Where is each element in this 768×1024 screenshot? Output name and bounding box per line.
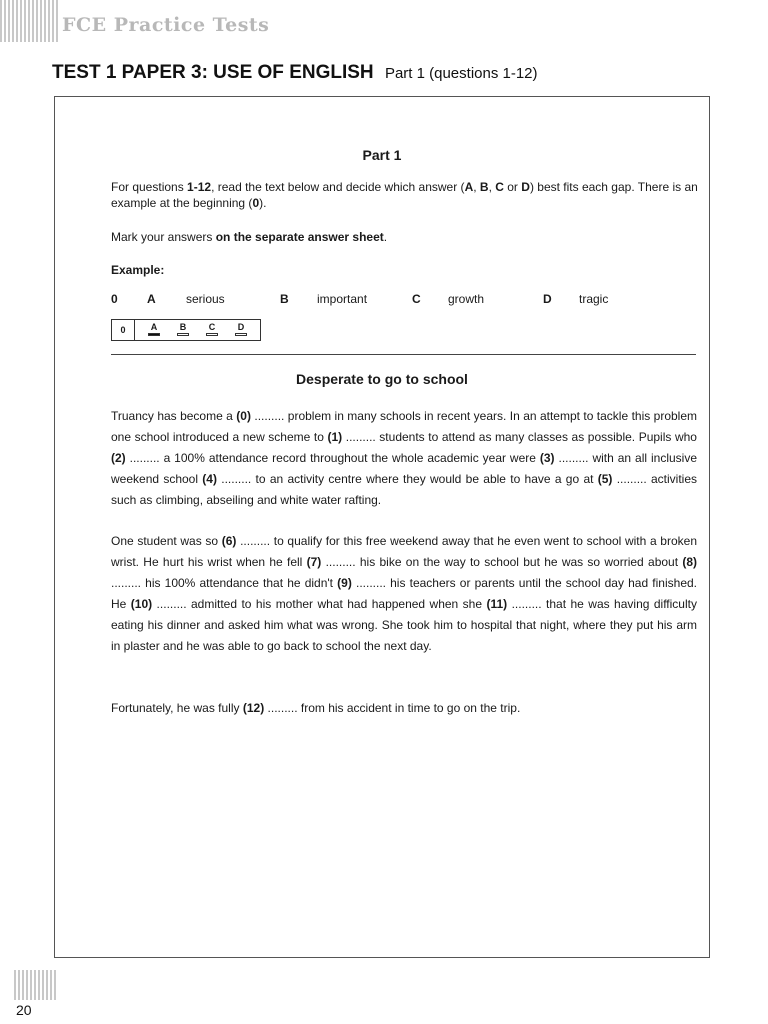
answer-column-d: D: [231, 322, 251, 336]
answer-column-c: C: [202, 322, 222, 336]
example-number: 0: [111, 292, 118, 306]
answer-mark-empty: [177, 333, 189, 336]
footer-stripes-decoration: [14, 970, 58, 1000]
answer-column-a: A: [144, 322, 164, 336]
option-word: growth: [448, 292, 485, 306]
test-heading-main: TEST 1 PAPER 3: USE OF ENGLISH: [52, 62, 374, 83]
test-heading-sub: Part 1 (questions 1-12): [384, 65, 538, 82]
page-number: 20: [16, 1002, 32, 1018]
part-title: Part 1: [362, 147, 402, 163]
answer-column-b: B: [173, 322, 193, 336]
paragraph-2: One student was so (6) ......... to qualify for this free weekend away that he even went to school with a broken wrist. He hurt his wrist when he fell (7) ......... his bike on the way to school but he was so worried about (8) ......... his 100% attendance that he didn't (9) ......... his teachers or parents until the school day had finished. He (10) ......... admitted to his mother what had happened when she (11) ......... that he was having difficulty eating his dinner and asked him what was wrong. She took him to hospital that night, where they put his arm in plaster and he was able to go back to school the next day.: [111, 534, 698, 653]
option-letter: A: [147, 292, 156, 306]
answer-mark-empty: [206, 333, 218, 336]
exam-frame: [54, 96, 710, 958]
option-letter: C: [412, 292, 421, 306]
example-answer-box: [111, 319, 261, 341]
option-word: important: [317, 292, 368, 306]
option-word: tragic: [579, 292, 609, 306]
example-label: Example:: [111, 263, 165, 277]
text-title: Desperate to go to school: [296, 371, 468, 387]
instructions: For questions 1-12, read the text below and decide which answer (A, B, C or D) best fits each gap. There is an example at the beginning (0).: [111, 180, 698, 210]
option-letter: D: [543, 292, 552, 306]
answer-mark-filled: [148, 333, 160, 336]
paragraph-3: Fortunately, he was fully (12) ......... from his accident in time to go on the trip.: [111, 701, 521, 715]
mark-instruction: Mark your answers on the separate answer sheet.: [111, 230, 388, 244]
answer-mark-empty: [235, 333, 247, 336]
series-title: FCE Practice Tests: [62, 14, 270, 36]
test-heading: [52, 62, 538, 84]
paragraph-1: Truancy has become a (0) ......... problem in many schools in recent years. In an attempt to tackle this problem one school introduced a new scheme to (1) ......... students to attend as many classes as possible. Pupils who (2) ......... a 100% attendance record throughout the whole academic year were (3) ......... with an all inclusive weekend school (4) ......... to an activity centre where they would be able to have a go at (5) ......... activities such as climbing, abseiling and white water rafting.: [111, 409, 698, 507]
answer-box-number: 0: [112, 320, 135, 340]
option-letter: B: [280, 292, 289, 306]
header-stripes-decoration: [0, 0, 58, 42]
divider: [111, 354, 696, 355]
option-word: serious: [186, 292, 225, 306]
